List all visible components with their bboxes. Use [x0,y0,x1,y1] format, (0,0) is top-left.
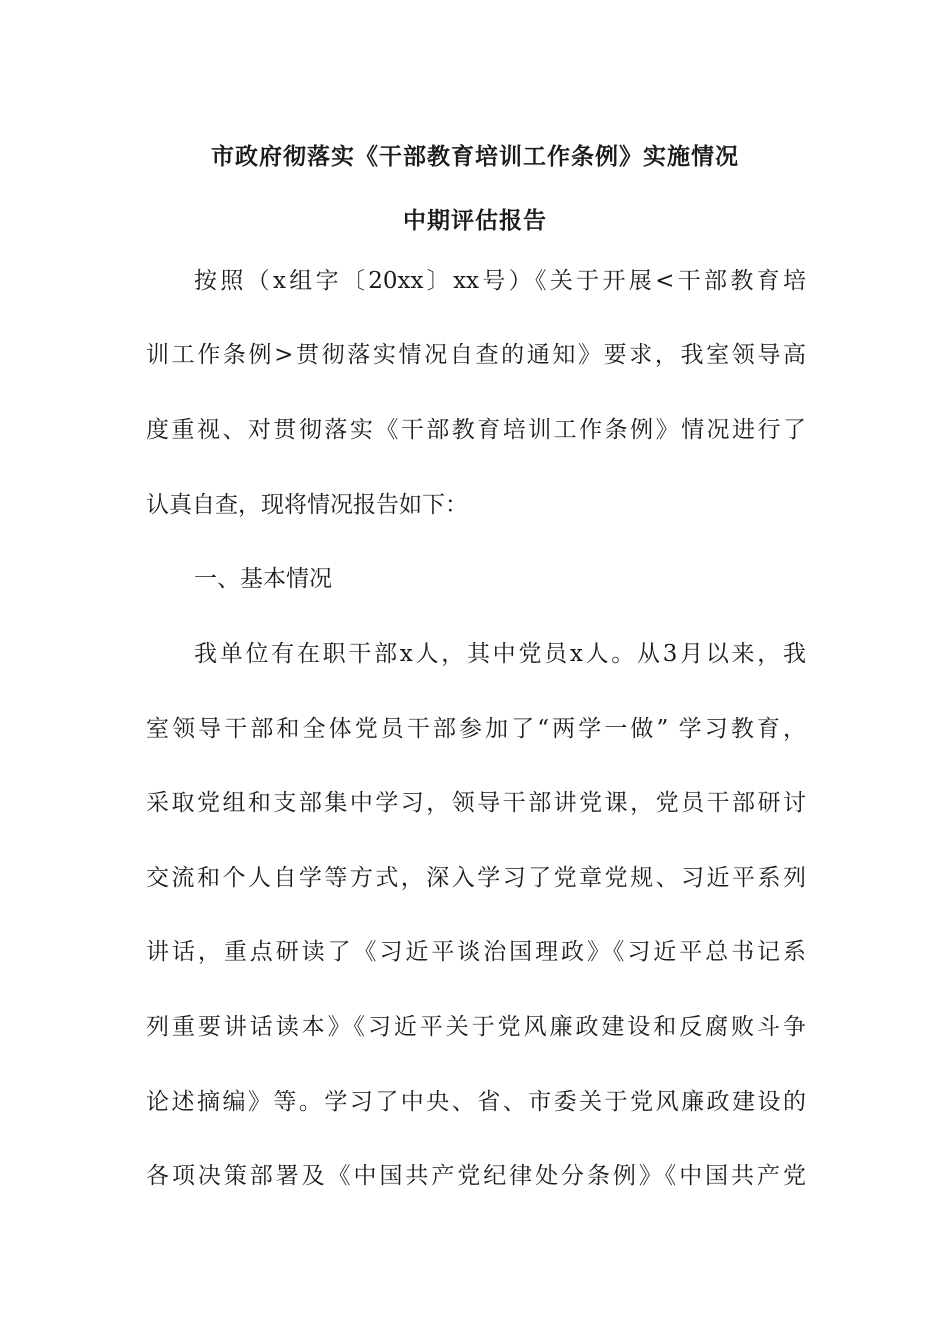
paragraph-line: 采取党组和支部集中学习，领导干部讲党课，党员干部研讨 [146,790,806,816]
paragraph-line: 讲话，重点研读了《习近平谈治国理政》《习近平总书记系 [146,939,806,965]
paragraph-line: 按照（x组字〔20xx〕xx号）《关于开展<干部教育培 [194,268,806,294]
paragraph-line: 列重要讲话读本》《习近平关于党风廉政建设和反腐败斗争 [146,1014,806,1040]
paragraph-line: 训工作条例>贯彻落实情况自查的通知》要求，我室领导高 [146,342,806,368]
paragraph-line: 各项决策部署及《中国共产党纪律处分条例》《中国共产党 [146,1163,806,1189]
paragraph-line: 认真自查，现将情况报告如下： [146,492,468,518]
paragraph-line: 室领导干部和全体党员干部参加了“两学一做” 学习教育， [146,716,806,742]
paragraph-line: 论述摘编》等。学习了中央、省、市委关于党风廉政建设的 [146,1089,806,1115]
paragraph-line: 度重视、对贯彻落实《干部教育培训工作条例》情况进行了 [146,417,806,443]
section-heading: 一、基本情况 [194,566,332,592]
paragraph-line: 我单位有在职干部x人，其中党员x人。从3月以来，我 [194,641,806,667]
paragraph-line: 交流和个人自学等方式，深入学习了党章党规、习近平系列 [146,865,806,891]
document-title-line1: 市政府彻落实《干部教育培训工作条例》实施情况 [211,144,739,170]
document-title-line2: 中期评估报告 [403,208,547,234]
